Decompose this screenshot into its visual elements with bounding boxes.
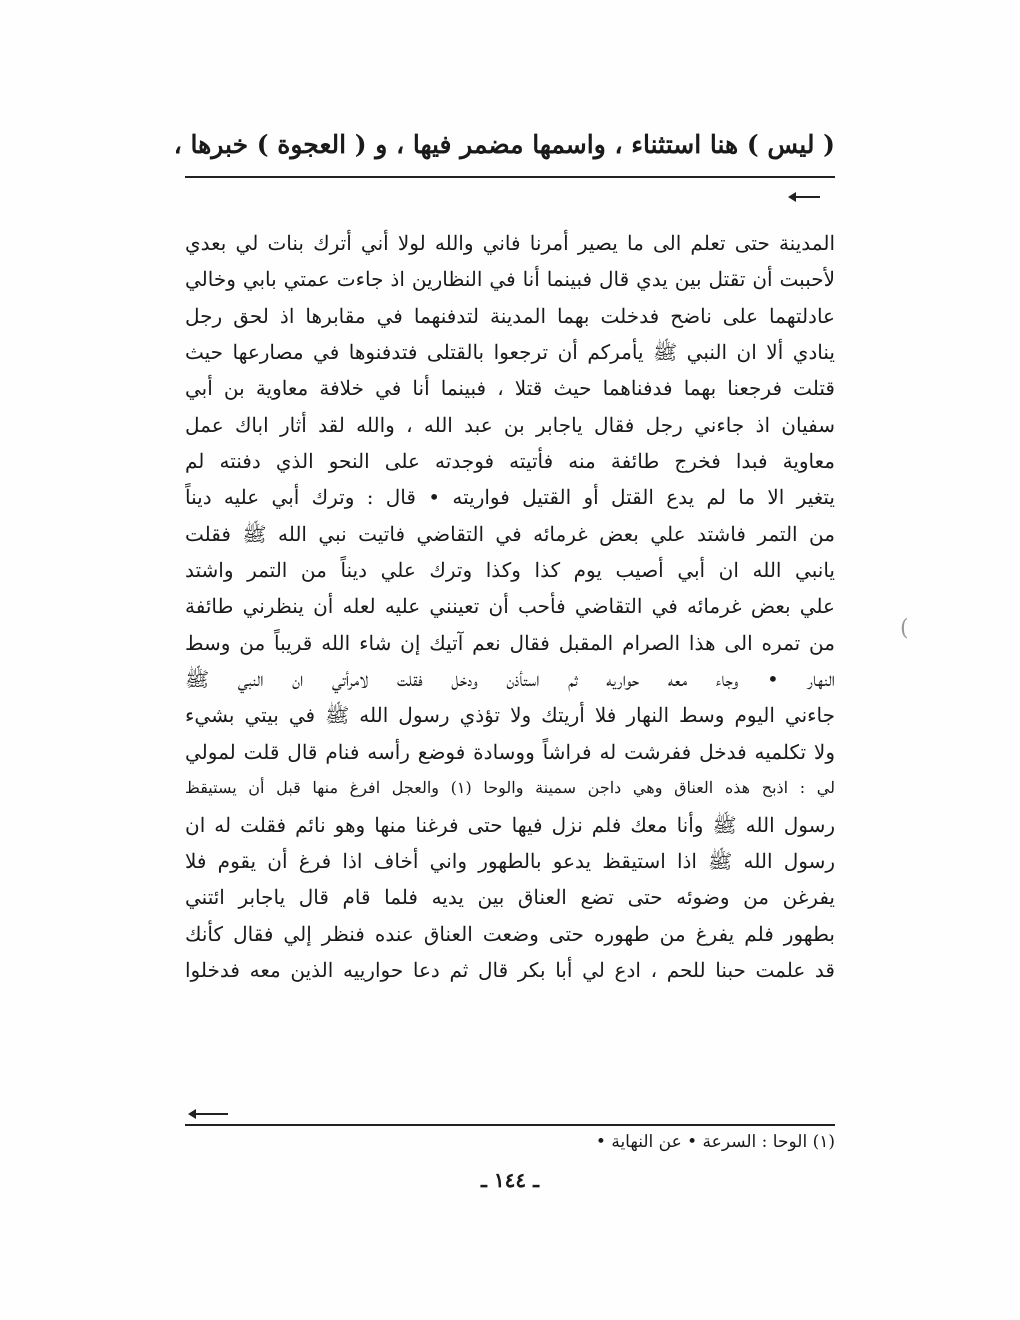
text-line: النهار • وجاء معه حواريه ثم استأذن ودخل فقلت لامرأتي ان النبي ﷺ (185, 667, 835, 692)
text-line: يانبي الله ان أبي أصيب يوم كذا وكذا وترك علي ديناً من التمر واشتد (185, 558, 835, 583)
body-text (185, 225, 835, 988)
text-line: يفرغن من وضوئه حتى تضع العناق بين يديه فلما قام قال ياجابر ائتني (185, 885, 835, 910)
text-line: يتغير الا ما لم يدع القتل أو القتيل فواريته • قال : وترك أبي عليه ديناً (185, 485, 835, 510)
text-line: لأحببت أن تقتل بين يدي قال فبينما أنا في النظارين اذ جاءت عمتي بابي وخالي (185, 267, 835, 292)
footnote: (١) الوحا : السرعة • عن النهاية • (595, 1132, 835, 1152)
text-line: جاءني اليوم وسط النهار فلا أريتك ولا تؤذي رسول الله ﷺ في بيتي بشيء (185, 703, 835, 728)
continuation-arrow-icon (790, 196, 820, 198)
text-line: من تمره الى هذا الصرام المقبل فقال نعم آتيك إن شاء الله قريباً من وسط (185, 630, 835, 655)
header-rule (185, 176, 835, 178)
header-note: ( ليس ) هنا استثناء ، واسمها مضمر فيها ، و ( العجوة ) خبرها ، (173, 130, 835, 159)
text-line: علي بعض غرمائه في التقاضي فأحب أن تعينني عليه لعله أن ينظرني طائفة (185, 594, 835, 619)
margin-mark: ( (900, 616, 909, 641)
text-line: بطهور فلم يفرغ من طهوره حتى وضعت العناق عنده فنظر إلي فقال كأنك (185, 921, 835, 946)
text-line: معاوية فبدا فخرج طائفة منه فأتيته فوجدته على النحو الذي دفنته لم (185, 449, 835, 474)
text-line: قتلت فرجعنا بهما فدفناهما حيث قتلا ، فبينما أنا في خلافة معاوية بن أبي (185, 376, 835, 401)
footnote-rule (185, 1124, 835, 1126)
text-line: رسول الله ﷺ وأنا معك فلم نزل فيها حتى فرغنا منها وهو نائم فقلت له ان (185, 812, 835, 837)
page-number: ـ ١٤٤ ـ (481, 1168, 539, 1192)
text-line: لي : اذبح هذه العناق وهي داجن سمينة والوحا (١) والعجل افرغ منها قبل أن يستيقظ (185, 778, 835, 798)
text-line: سفيان اذ جاءني رجل فقال ياجابر بن عبد الله ، والله لقد أثار اباك عمل (185, 412, 835, 437)
text-line: ولا تكلميه فدخل ففرشت له فراشاً ووسادة فوضع رأسه فنام قال قلت لمولي (185, 739, 835, 764)
text-line: قد علمت حبنا للحم ، ادع لي أبا بكر قال ثم دعا حوارييه الذين معه فدخلوا (185, 957, 835, 982)
text-line: المدينة حتى تعلم الى ما يصير أمرنا فاني والله لولا أني أترك بنات لي بعدي (185, 231, 835, 255)
text-line: ينادي ألا ان النبي ﷺ يأمركم أن ترجعوا بالقتلى فتدفنوها في مصارعها حيث (185, 340, 835, 365)
continuation-arrow-icon (190, 1113, 228, 1115)
text-line: رسول الله ﷺ اذا استيقظ يدعو بالطهور واني أخاف اذا فرغ أن يقوم فلا (185, 848, 835, 873)
text-line: من التمر فاشتد علي بعض غرمائه في التقاضي فاتيت نبي الله ﷺ فقلت (185, 521, 835, 546)
text-line: عادلتهما على ناضح فدخلت بهما المدينة لتدفنهما في مقابرها اذ لحق رجل (185, 303, 835, 328)
